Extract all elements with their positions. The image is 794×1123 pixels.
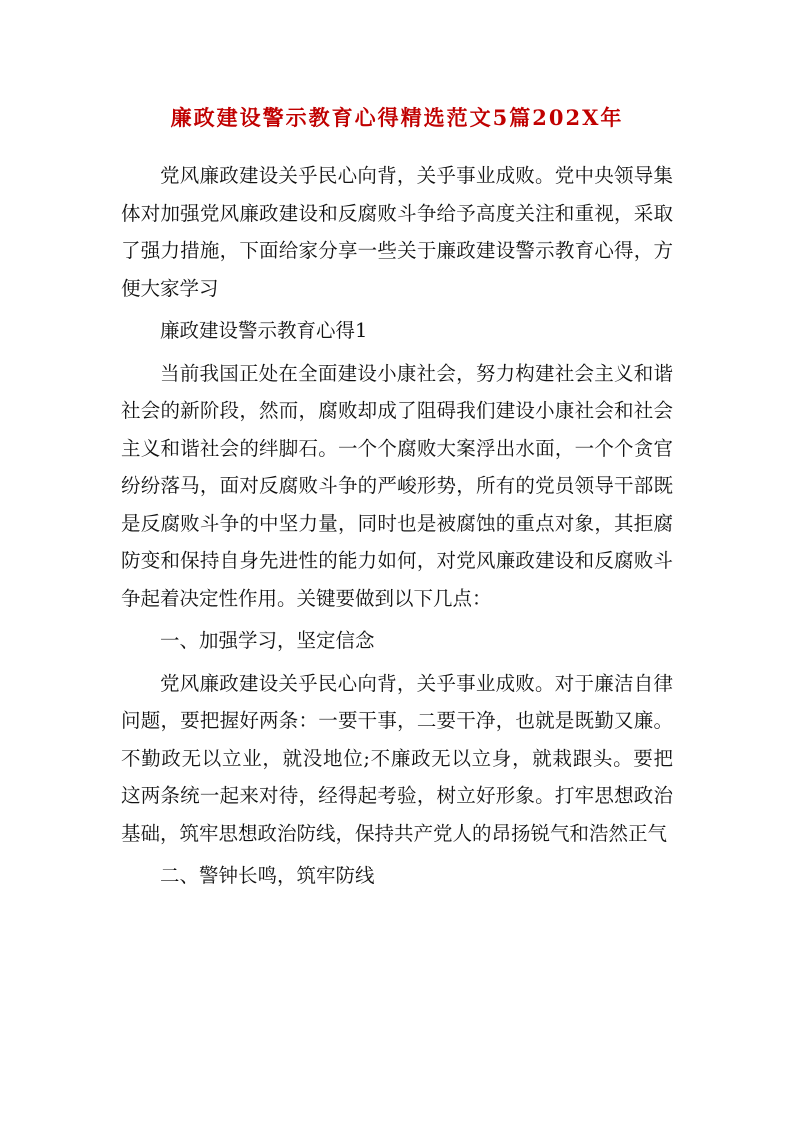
intro-paragraph: 党风廉政建设关乎民心向背，关乎事业成败。党中央领导集体对加强党风廉政建设和反腐败斗争给予高度关注和重视，采取了强力措施，下面给家分享一些关于廉政建设警示教育心得，方便大家学习 [121, 164, 673, 300]
body-paragraph: 党风廉政建设关乎民心向背，关乎事业成败。对于廉洁自律问题，要把握好两条：一要干事，二要干净，也就是既勤又廉。不勤政无以立业，就没地位;不廉政无以立身，就栽跟头。要把这两条统一起来对待，经得起考验，树立好形象。打牢思想政治基础，筑牢思想政治防线，保持共产党人的昂扬锐气和浩然正气 [121, 671, 673, 845]
body-paragraph: 当前我国正处在全面建设小康社会，努力构建社会主义和谐社会的新阶段，然而，腐败却成了阻碍我们建设小康社会和社会主义和谐社会的绊脚石。一个个腐败大案浮出水面，一个个贪官纷纷落马，面对反腐败斗争的严峻形势，所有的党员领导干部既是反腐败斗争的中坚力量，同时也是被腐蚀的重点对象，其拒腐防变和保持自身先进性的能力如何，对党风廉政建设和反腐败斗争起着决定性作用。关键要做到以下几点： [121, 361, 673, 610]
document-title: 廉政建设警示教育心得精选范文5篇202X年 [170, 105, 624, 130]
section-heading-1: 一、加强学习，坚定信念 [160, 629, 375, 652]
section-heading-2: 二、警钟长鸣，筑牢防线 [160, 864, 375, 887]
document-body [121, 157, 673, 895]
section-heading-essay-1: 廉政建设警示教育心得1 [160, 319, 368, 342]
